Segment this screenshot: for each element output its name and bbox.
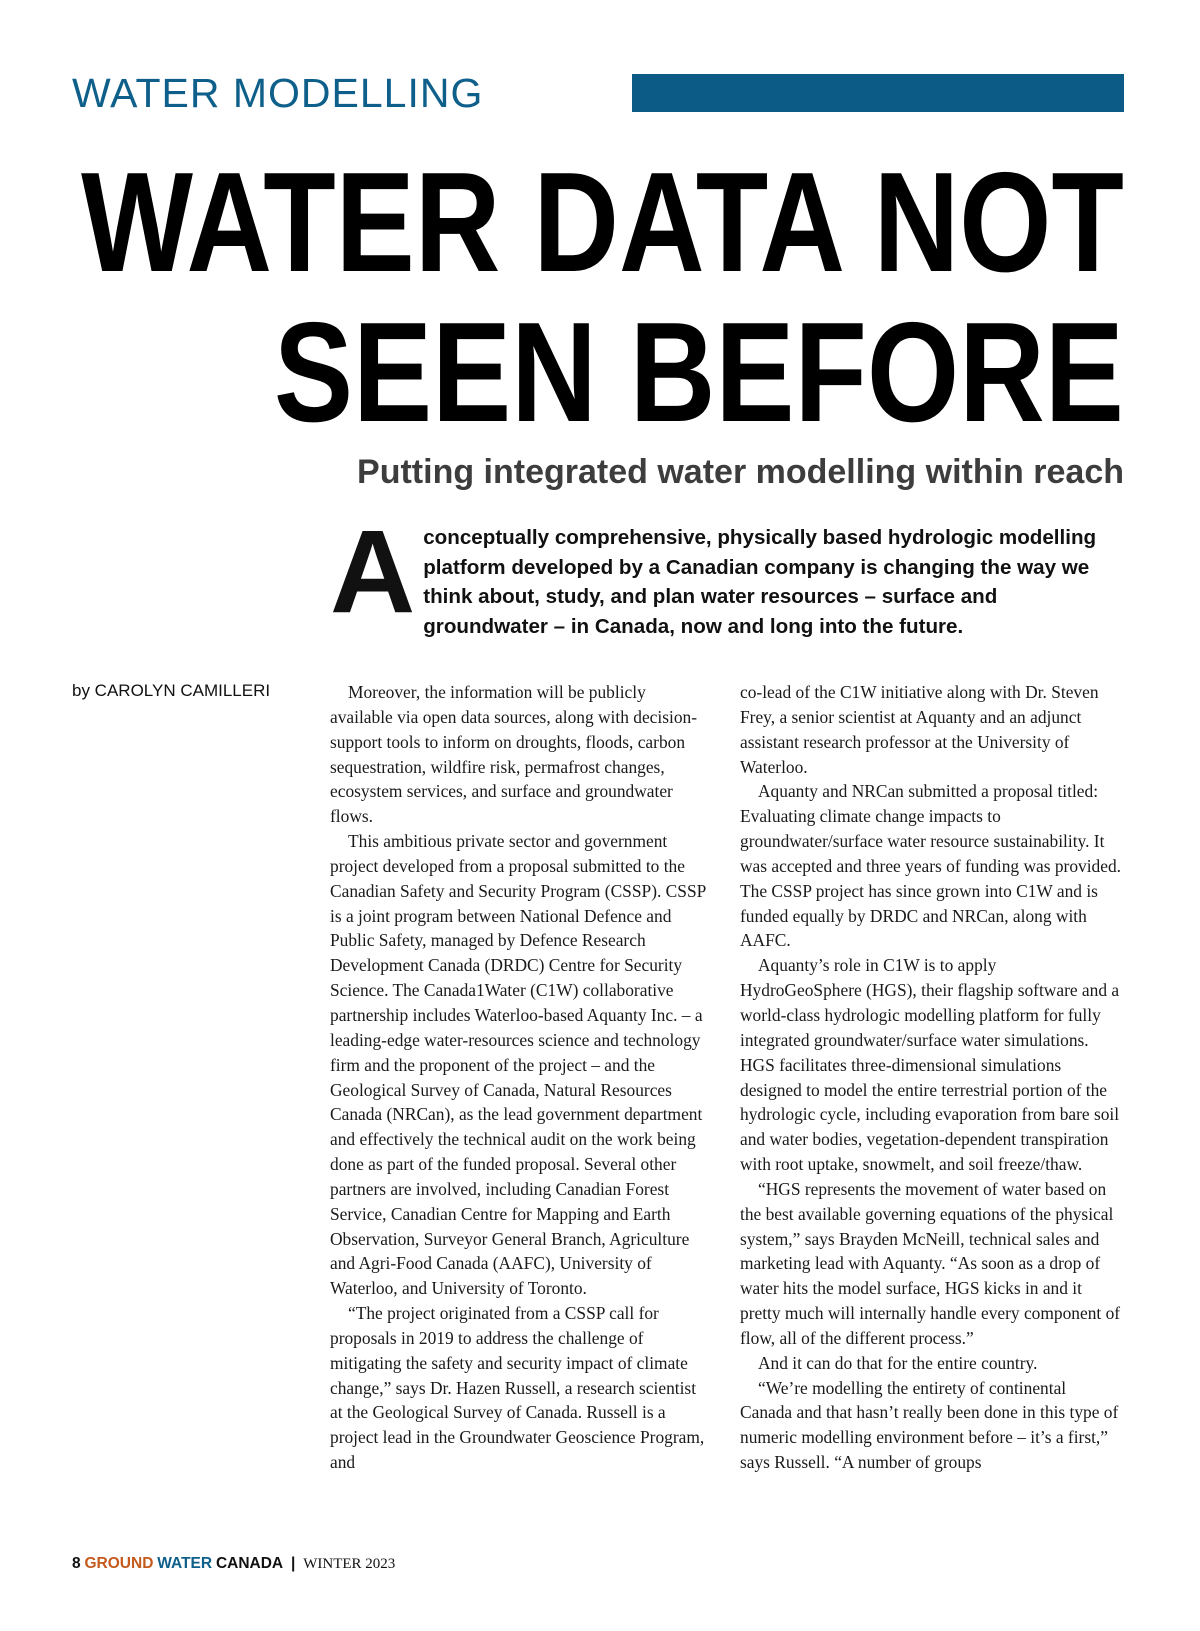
paragraph: And it can do that for the entire country. (758, 1352, 1038, 1373)
magazine-name-water: WATER (157, 1555, 213, 1572)
paragraph: This ambitious private sector and government project developed from a proposal submitted to the Canadian Safety and Security Program (CSSP). CSSP is a joint program between National Defence and Public Safety, managed by Defence Research Development Canada (DRDC) Centre for Security Science. The Canada1Water (C1W) collaborative partnership includes Waterloo-based Aquanty Inc. – a leading-edge water-resources science and technology firm and the proponent of the project – and the Geological Survey of Canada, Natural Resources Canada (NRCan), as the lead government department and effectively the technical audit on the work being done as part of the funded proposal. Several other partners are involved, including Canadian Forest Service, Canadian Centre for Mapping and Earth Observation, Surveyor General Branch, Agriculture and Agri-Food Canada (AAFC), University of Waterloo, and University of Toronto. (330, 831, 706, 1299)
section-bar (632, 74, 1124, 112)
paragraph: “HGS represents the movement of water based on the best available governing equations of the physical system,” says Brayden McNeill, technical sales and marketing lead with Aquanty. “As soon as a drop of water hits the model surface, HGS kicks in and it pretty much will internally handle every component of flow, all of the different process.” (740, 1178, 1121, 1348)
magazine-name-canada: CANADA (215, 1555, 284, 1572)
headline-line-2: SEEN BEFORE (274, 293, 1124, 452)
paragraph: co-lead of the C1W initiative along with Dr. Steven Frey, a senior scientist at Aquanty and an adjunct assistant research professor at the University of Waterloo. (740, 682, 1099, 777)
paragraph: “We’re modelling the entirety of continental Canada and that hasn’t really been done in this type of numeric modelling environment before – it’s a first,” says Russell. “A number of groups (740, 1377, 1119, 1473)
drop-cap: A (330, 506, 416, 638)
page-number: 8 (72, 1555, 81, 1572)
intro-text: conceptually comprehensive, physically based hydrologic modelling platform developed by a Canadian company is changing the way we think about, study, and plan water resources – surface and groundwater – in Canada, now and long into the future. (423, 526, 1097, 639)
section-header (72, 70, 1124, 116)
paragraph: Moreover, the information will be publicly available via open data sources, along with decision-support tools to inform on droughts, floods, carbon sequestration, wildfire risk, permafrost changes, ecosystem services, and surface and groundwater flows. (330, 682, 698, 827)
article-column-1 (330, 680, 712, 1475)
paragraph: Aquanty’s role in C1W is to apply HydroGeoSphere (HGS), their flagship software and a world-class hydrologic modelling platform for fully integrated groundwater/surface water simulations. HGS facilitates three-dimensional simulations designed to model the entire terrestrial portion of the hydrologic cycle, including evaporation from bare soil and water bodies, vegetation-dependent transpiration with root uptake, snowmelt, and soil freeze/thaw. (740, 955, 1120, 1175)
headline-line-1: WATER DATA NOT (81, 143, 1124, 302)
issue-date: WINTER 2023 (303, 1556, 396, 1572)
magazine-name-ground: GROUND (84, 1555, 154, 1572)
subheadline: Putting integrated water modelling within reach (357, 453, 1124, 491)
paragraph: “The project originated from a CSSP call for proposals in 2019 to address the challenge of mitigating the safety and security impact of climate change,” says Dr. Hazen Russell, a research scientist at the Geological Survey of Canada. Russell is a project lead in the Groundwater Geoscience Program, and (330, 1303, 705, 1473)
byline: by CAROLYN CAMILLERI (72, 681, 271, 700)
intro-paragraph (330, 506, 1126, 642)
footer-separator: | (291, 1555, 296, 1572)
article-column-2 (740, 680, 1122, 1475)
paragraph: Aquanty and NRCan submitted a proposal titled: Evaluating climate change impacts to groundwater/surface water resource sustainability. It was accepted and three years of funding was provided. The CSSP project has since grown into C1W and is funded equally by DRDC and NRCan, along with AAFC. (740, 781, 1121, 951)
section-label: WATER MODELLING (72, 70, 484, 116)
page-footer (72, 1555, 395, 1573)
